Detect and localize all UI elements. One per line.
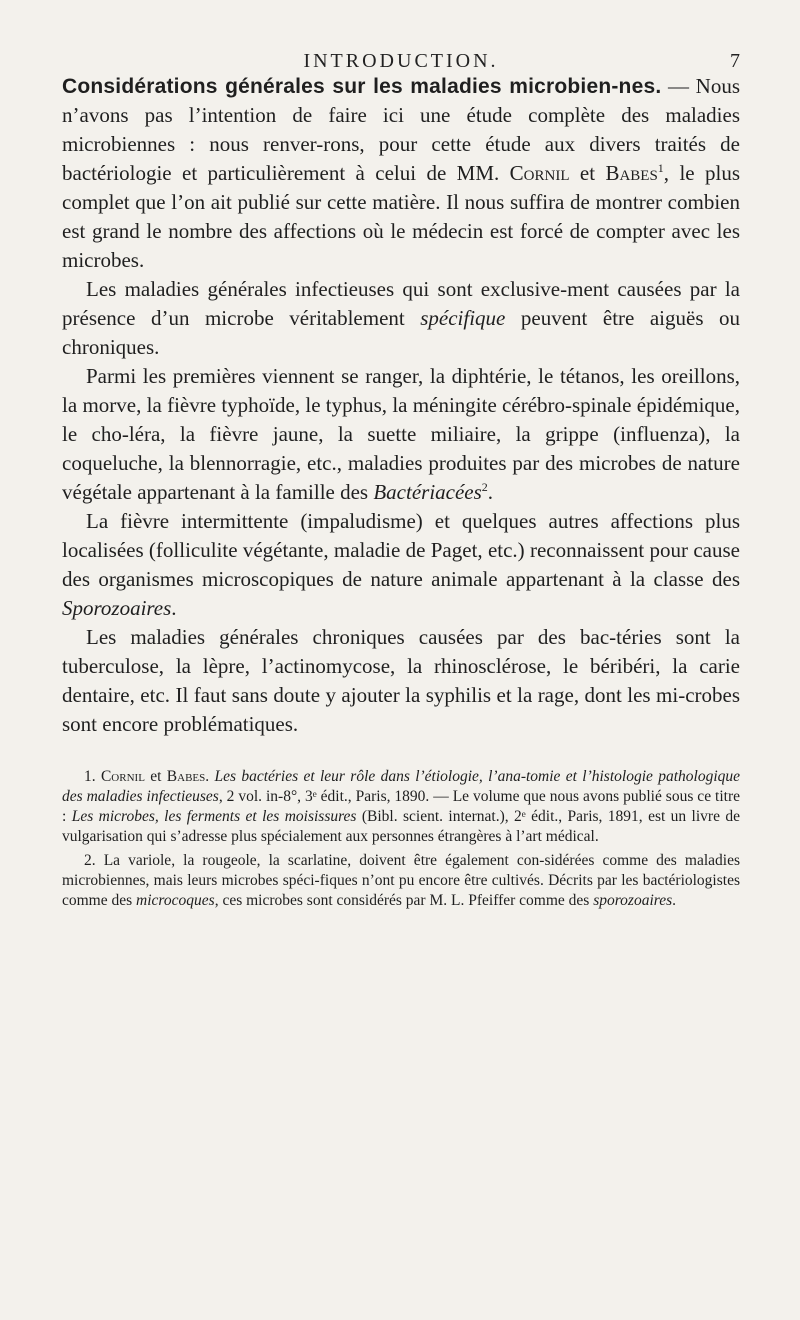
footnote-2 — [62, 851, 740, 911]
footnote-1-title-2: Les microbes, les ferments et les moisissures — [71, 808, 357, 825]
section-heading: Considérations générales sur les maladies microbien-nes. — [62, 75, 662, 98]
paragraph-2 — [62, 275, 740, 362]
footnote-1-author-babes: Babes — [166, 768, 206, 785]
footnote-ref-2: 2 — [481, 480, 488, 494]
footnote-1-text-2: . — [205, 768, 215, 785]
paragraph-3 — [62, 362, 740, 507]
footnote-1-author-cornil: Cornil — [100, 768, 145, 785]
footnote-2-number: 2. — [84, 852, 104, 869]
footnote-2-text-1: La variole, la rougeole, la scarlatine, doivent être également con-sidérées comme des maladies microbiennes, mais leurs microbes spéci-fiques n’ont pu encore être cultivés. Décrits par les bactériologistes comme des — [62, 852, 741, 909]
footnote-1-text-1: et — [144, 768, 167, 785]
footnote-2-text-3: . — [672, 892, 677, 909]
paragraph-2-text-a: Les maladies générales infectieuses qui sont exclusive-ment causées par la présence d’un microbe véritablement — [62, 277, 740, 330]
footnote-1-text-4: (Bibl. scient. internat.), 2ᵉ édit., Paris, 1891, est un livre de vulgarisation qui s’adresse plus spécialement aux personnes étrangères à l’art médical. — [62, 808, 740, 845]
paragraph-3-emphasis: Bactériacées — [373, 480, 482, 504]
paragraph-1-text-a: — Nous n’avons pas l’intention de faire ici une étude complète des maladies microbiennes : nous renver-rons, pour cette étude aux divers traités de bactériologie et particulièrement à celui de MM. — [62, 74, 740, 185]
book-page — [62, 14, 740, 915]
footnote-ref-1: 1 — [657, 161, 664, 175]
author-name-cornil: Cornil — [509, 161, 570, 185]
paragraph-4 — [62, 507, 740, 623]
paragraph-1-text-b: et — [569, 161, 606, 185]
author-name-babes: Babes — [605, 161, 658, 185]
footnotes — [62, 767, 740, 911]
footnote-2-emphasis-1: microcoques — [136, 892, 215, 909]
paragraph-3-text-b: . — [487, 480, 494, 504]
body-text — [62, 72, 740, 739]
paragraph-4-text-a: La fièvre intermittente (impaludisme) et quelques autres affections plus localisées (folliculite végétante, maladie de Paget, etc.) reconnaissent pour cause des organismes microscopiques de nature animale appartenant à la classe des — [62, 509, 740, 591]
footnote-2-emphasis-2: sporozoaires — [593, 892, 673, 909]
paragraph-2-text-b: peuvent être aiguës ou chroniques. — [62, 306, 740, 359]
paragraph-5: Les maladies générales chroniques causées par des bac-téries sont la tuberculose, la lèpre, l’actinomycose, la rhinosclérose, le béribéri, la carie dentaire, etc. Il faut sans doute y ajouter la syphilis et la rage, dont les mi-crobes sont encore problématiques. — [62, 625, 740, 736]
footnote-1-title-1: Les bactéries et leur rôle dans l’étiologie, l’ana-tomie et l’histologie pathologique des maladies infectieuses — [62, 768, 741, 805]
paragraph-3-text-a: Parmi les premières viennent se ranger, la diphtérie, le tétanos, les oreillons, la morve, la fièvre typhoïde, le typhus, la méningite cérébro-spinale épidémique, le cho-léra, la fièvre jaune, la suette miliaire, la grippe (influenza), la coqueluche, la blennorragie, etc., maladies produites par des microbes de nature végétale appartenant à la famille des — [62, 364, 740, 504]
footnote-1 — [62, 767, 740, 847]
running-header — [62, 14, 740, 72]
paragraph-2-emphasis: spécifique — [420, 306, 506, 330]
paragraph-4-text-b: . — [171, 596, 177, 620]
running-title: INTRODUCTION. — [303, 50, 499, 72]
footnote-2-text-2: , ces microbes sont considérés par M. L. Pfeiffer comme des — [214, 892, 594, 909]
page-number: 7 — [730, 50, 740, 72]
paragraph-1-text-c: , le plus complet que l’on ait publié sur cette matière. Il nous suffira de montrer combien est grand le nombre des affections où le médecin est forcé de compter avec les microbes. — [62, 161, 740, 272]
paragraph-4-emphasis: Sporozoaires — [62, 596, 172, 620]
footnote-1-text-3: , 2 vol. in-8°, 3ᵉ édit., Paris, 1890. — Le volume que nous avons publié sous ce titre : — [62, 788, 740, 825]
footnote-1-number: 1. — [84, 768, 101, 785]
paragraph-1 — [62, 72, 740, 275]
